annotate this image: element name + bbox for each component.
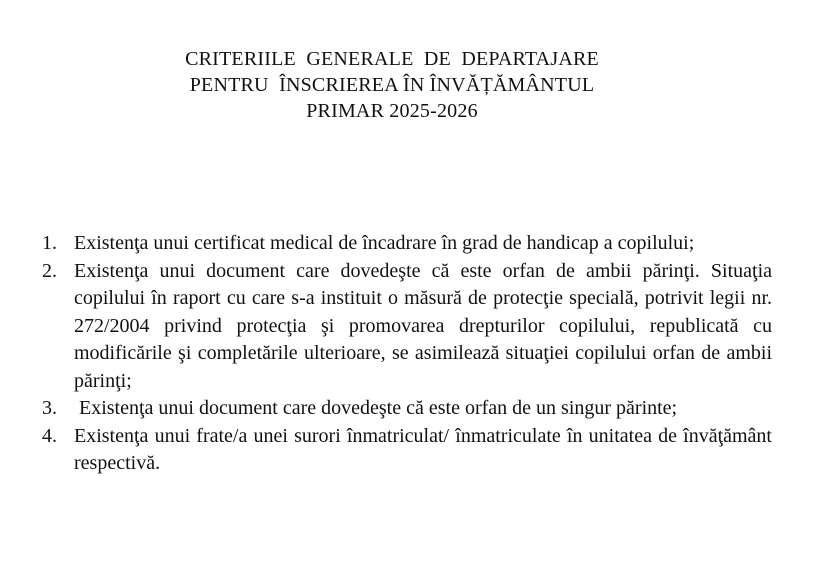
- criteria-item: [42, 230, 772, 258]
- title-line-3: PRIMAR 2025-2026: [306, 100, 478, 122]
- criteria-text: Existenţa unui frate/a unei surori înmatriculat/ înmatriculate în unitatea de învăţământ respectivă.: [74, 424, 772, 474]
- title-line-2: PENTRU ÎNSCRIEREA ÎN ÎNVĂȚĂMÂNTUL: [189, 74, 595, 96]
- criteria-number: 1.: [42, 232, 57, 254]
- criteria-number: 2.: [42, 259, 57, 282]
- criteria-number: 4.: [42, 424, 57, 447]
- criteria-text: Existenţa unui document care dovedeşte că este orfan de un singur părinte;: [79, 397, 678, 419]
- criteria-text: Existenţa unui document care dovedeşte că este orfan de ambii părinţi. Situaţia copilului în raport cu care s-a instituit o măsură de protecţie specială, potrivit legii nr. 272/2004 privind protecţia şi promovarea drepturilor copilului, republicată cu modificările şi completările ulterioare, se asimilează situaţiei copilului orfan de ambii părinţi;: [74, 259, 772, 392]
- criteria-text: Existenţa unui certificat medical de încadrare în grad de handicap a copilului;: [74, 232, 695, 254]
- criteria-item: [42, 395, 772, 423]
- title-line-1: CRITERIILE GENERALE DE DEPARTAJARE: [185, 48, 599, 70]
- criteria-list: [42, 230, 772, 478]
- criteria-number: 3.: [42, 397, 57, 419]
- criteria-item: [42, 423, 772, 478]
- document-title: [0, 46, 784, 124]
- criteria-item: [42, 258, 772, 396]
